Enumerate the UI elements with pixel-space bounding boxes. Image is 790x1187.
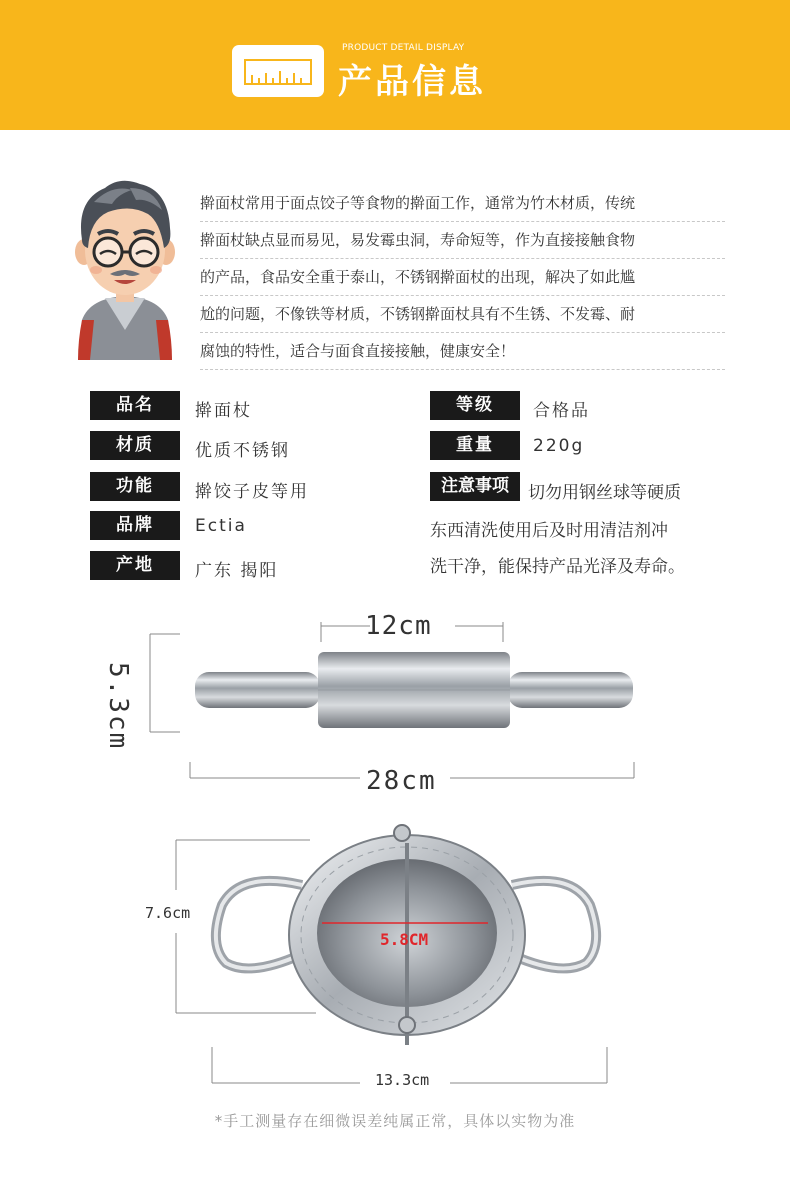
dumpling-maker-width: 13.3cm: [375, 1071, 430, 1089]
spec-origin-value: 广东 揭阳: [195, 561, 279, 581]
spec-weight-value: 220g: [533, 436, 585, 456]
description-line: 的产品，食品安全重于泰山，不锈钢擀面杖的出现，解决了如此尴: [200, 259, 725, 296]
spec-notes-line: 东西清洗使用后及时用清洁剂冲: [430, 521, 668, 541]
dumpling-maker-height: 7.6cm: [145, 904, 191, 922]
rolling-pin-height: 5.3cm: [103, 662, 133, 751]
spec-origin-label: 产地: [90, 551, 180, 580]
product-description: [200, 185, 725, 370]
spec-grade-label: 等级: [430, 391, 520, 420]
spec-brand-value: Ectia: [195, 516, 247, 536]
spec-material-value: 优质不锈钢: [195, 441, 290, 461]
spec-function-label: 功能: [90, 472, 180, 501]
spec-grade-value: 合格品: [533, 401, 590, 421]
rolling-pin-total-length: 28cm: [366, 766, 437, 796]
dumpling-maker-image: [0, 815, 790, 1095]
dumpling-maker-diagram: [0, 815, 790, 1095]
spec-function-value: 擀饺子皮等用: [195, 482, 309, 502]
spec-weight-label: 重量: [430, 431, 520, 460]
description-line: 擀面杖缺点显而易见，易发霉虫洞，寿命短等，作为直接接触食物: [200, 222, 725, 259]
dumpling-maker-inner-diameter: 5.8CM: [380, 930, 429, 949]
description-line: 腐蚀的特性，适合与面食直接接触，健康安全！: [200, 333, 725, 370]
description-line: 尬的问题，不像铁等材质，不锈钢擀面杖具有不生锈、不发霉、耐: [200, 296, 725, 333]
grandpa-avatar-illustration: [60, 170, 190, 360]
description-line: 擀面杖常用于面点饺子等食物的擀面工作，通常为竹木材质，传统: [200, 185, 725, 222]
rolling-pin-center-length: 12cm: [365, 611, 432, 641]
banner-title: 产品信息: [338, 62, 486, 102]
measurement-footnote: *手工测量存在细微误差纯属正常，具体以实物为准: [214, 1112, 576, 1130]
banner-subtitle: PRODUCT DETAIL DISPLAY: [342, 43, 465, 53]
header-banner: [0, 0, 790, 130]
spec-name-value: 擀面杖: [195, 401, 252, 421]
spec-notes-line: 洗干净，能保持产品光泽及寿命。: [430, 557, 685, 577]
spec-notes-line: 切勿用钢丝球等硬质: [528, 483, 681, 503]
spec-brand-label: 品牌: [90, 511, 180, 540]
spec-notes-label: 注意事项: [430, 472, 520, 501]
ruler-icon: [232, 45, 324, 97]
spec-name-label: 品名: [90, 391, 180, 420]
spec-material-label: 材质: [90, 431, 180, 460]
